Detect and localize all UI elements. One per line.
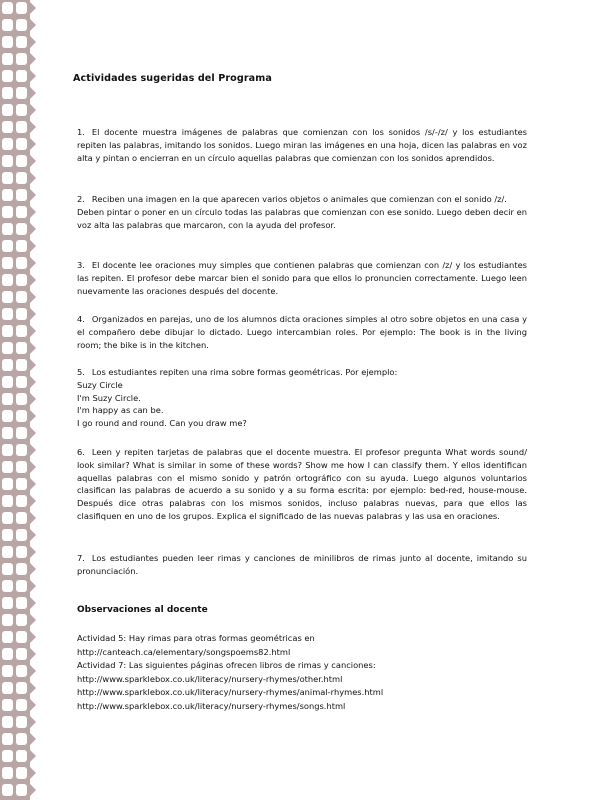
perforation-hole [16, 274, 27, 286]
perforation-hole [16, 2, 27, 14]
edge-tooth [30, 155, 36, 167]
activity-text: Organizados en parejas, uno de los alumnos dicta oraciones simples al otro sobre objetos en una casa y el compañero debe dibujar lo dictado. Luego intercambian roles. Por ejemplo: The book is in the living room; the bike is in the kitchen. [77, 314, 527, 350]
perforation-hole [16, 393, 27, 405]
perforation-hole [16, 427, 27, 439]
perforation-hole [16, 19, 27, 31]
perforation-hole [16, 376, 27, 388]
perforation-hole [2, 257, 13, 269]
perforation-hole [2, 104, 13, 116]
activity-number: 7. [77, 553, 85, 563]
activity-text: Los estudiantes pueden leer rimas y canciones de minilibros de rimas junto al docente, imitando su pronunciación. [77, 553, 527, 576]
perforation-hole [16, 767, 27, 779]
perforation-hole [16, 240, 27, 252]
edge-tooth [30, 291, 36, 303]
edge-tooth [30, 631, 36, 643]
perforation-hole [2, 444, 13, 456]
perforation-hole [2, 529, 13, 541]
perforation-hole [2, 342, 13, 354]
perforation-hole [16, 750, 27, 762]
edge-tooth [30, 240, 36, 252]
activity-number: 5. [77, 367, 85, 377]
edge-tooth [30, 665, 36, 677]
edge-tooth [30, 427, 36, 439]
observation-link[interactable]: http://www.sparklebox.co.uk/literacy/nursery-rhymes/songs.html [77, 700, 346, 711]
edge-tooth [30, 478, 36, 490]
edge-tooth [30, 376, 36, 388]
perforation-hole [2, 614, 13, 626]
activity-text: El docente lee oraciones muy simples que contienen palabras que comienzan con /z/ y los estudiantes las repiten. El profesor debe marcar bien el sonido para que ellos lo pronuncien correctamente. Luego leen nuevamente las oraciones después del docente. [77, 260, 527, 296]
edge-tooth [30, 104, 36, 116]
perforation-hole [2, 240, 13, 252]
edge-tooth [30, 308, 36, 320]
perforation-hole [2, 682, 13, 694]
perforation-hole [2, 716, 13, 728]
perforation-hole [2, 410, 13, 422]
activity-text: Reciben una imagen en la que aparecen varios objetos o animales que comienzan con el sonido /z/. [91, 194, 507, 204]
perforation-hole [16, 308, 27, 320]
edge-tooth [30, 682, 36, 694]
edge-tooth [30, 410, 36, 422]
edge-tooth [30, 359, 36, 371]
perforation-hole [16, 665, 27, 677]
edge-tooth [30, 495, 36, 507]
perforation-hole [2, 359, 13, 371]
perforation-hole [16, 478, 27, 490]
perforation-hole [16, 325, 27, 337]
activity-number: 3. [77, 260, 85, 270]
perforation-hole [16, 597, 27, 609]
activity-3 [77, 259, 527, 297]
perforation-hole [2, 512, 13, 524]
perforation-hole [2, 597, 13, 609]
perforation-hole [2, 308, 13, 320]
perforation-hole [2, 36, 13, 48]
perforation-hole [2, 87, 13, 99]
perforation-hole [16, 36, 27, 48]
edge-tooth [30, 529, 36, 541]
edge-tooth [30, 223, 36, 235]
edge-tooth [30, 546, 36, 558]
observations-title: Observaciones al docente [77, 605, 208, 615]
perforation-hole [16, 444, 27, 456]
edge-tooth [30, 2, 36, 14]
perforation-hole [2, 665, 13, 677]
perforation-hole [16, 342, 27, 354]
edge-tooth [30, 648, 36, 660]
perforation-hole [16, 733, 27, 745]
perforation-hole [2, 121, 13, 133]
edge-tooth [30, 784, 36, 796]
edge-tooth [30, 512, 36, 524]
perforation-hole [16, 495, 27, 507]
perforation-hole [16, 138, 27, 150]
perforation-hole [2, 495, 13, 507]
observation-line: Actividad 7: Las siguientes páginas ofrecen libros de rimas y canciones: [77, 660, 376, 671]
rhyme-line: I'm happy as can be. [77, 405, 164, 416]
perforation-hole [16, 682, 27, 694]
edge-tooth [30, 393, 36, 405]
edge-tooth [30, 121, 36, 133]
perforation-hole [2, 172, 13, 184]
edge-tooth [30, 36, 36, 48]
edge-tooth [30, 342, 36, 354]
perforation-hole [16, 563, 27, 575]
perforation-hole [16, 359, 27, 371]
perforation-hole [16, 784, 27, 796]
activity-number: 6. [77, 447, 85, 457]
perforation-hole [16, 699, 27, 711]
activity-text-continued: Deben pintar o poner en un círculo todas las palabras que comienzan con ese sonido. Luego deben decir en voz alta las palabras que marcaron, con la ayuda del profesor. [77, 206, 527, 230]
perforation-hole [16, 546, 27, 558]
perforation-hole [2, 393, 13, 405]
page-title: Actividades sugeridas del Programa [73, 73, 272, 84]
perforation-hole [16, 529, 27, 541]
perforation-hole [2, 580, 13, 592]
perforation-hole [16, 206, 27, 218]
perforation-hole [2, 733, 13, 745]
perforation-hole [2, 189, 13, 201]
perforation-hole [16, 716, 27, 728]
edge-tooth [30, 444, 36, 456]
rhyme-line: Suzy Circle [77, 379, 123, 390]
perforation-hole [16, 410, 27, 422]
activity-text: Leen y repiten tarjetas de palabras que el docente muestra. El profesor pregunta What words sound/ look similar? What is similar in some of these words? Show me how I can classify them. Y ellos identifican aquellas palabras con el mismo sonido y patrón ortográfico con su ayuda. Luego algunos voluntarios clasifican las palabras de acuerdo a su sonido y a su forma escrita: por ejemplo: bed-red, house-mouse. Después dice otras palabras con los mismos sonidos, incluso palabras nuevas, para que ellos las clasifiquen en uno de los grupos. Explica el significado de las nuevas palabras y las usa en oraciones. [77, 447, 527, 521]
perforation-hole [2, 274, 13, 286]
perforation-hole [16, 104, 27, 116]
activity-number: 1. [77, 127, 85, 137]
activity-text: Los estudiantes repiten una rima sobre formas geométricas. Por ejemplo: [91, 367, 398, 377]
observation-line: Actividad 5: Hay rimas para otras formas geométricas en [77, 633, 315, 643]
edge-tooth [30, 325, 36, 337]
perforation-hole [2, 750, 13, 762]
perforation-hole [16, 257, 27, 269]
perforation-hole [2, 223, 13, 235]
perforation-hole [16, 87, 27, 99]
perforation-hole [2, 19, 13, 31]
observations-block [77, 632, 527, 714]
perforation-hole [2, 206, 13, 218]
perforation-hole [2, 53, 13, 65]
perforation-hole [16, 223, 27, 235]
perforation-hole [2, 427, 13, 439]
activity-2 [77, 193, 527, 231]
perforation-hole [16, 189, 27, 201]
edge-tooth [30, 461, 36, 473]
perforation-hole [16, 53, 27, 65]
activity-1 [77, 126, 527, 164]
perforated-edge-graphic [0, 0, 38, 800]
perforation-hole [16, 648, 27, 660]
decorative-side-strip [0, 0, 38, 800]
activity-number: 2. [77, 194, 85, 204]
edge-tooth [30, 716, 36, 728]
edge-tooth [30, 563, 36, 575]
rhyme-line: I'm Suzy Circle. [77, 392, 141, 403]
observation-link[interactable]: http://canteach.ca/elementary/songspoems82.html [77, 646, 291, 657]
edge-tooth [30, 87, 36, 99]
edge-tooth [30, 767, 36, 779]
activity-4 [77, 313, 527, 351]
edge-tooth [30, 699, 36, 711]
activity-6 [77, 446, 527, 523]
perforation-hole [2, 563, 13, 575]
edge-tooth [30, 70, 36, 82]
observation-link[interactable]: http://www.sparklebox.co.uk/literacy/nursery-rhymes/animal-rhymes.html [77, 687, 384, 698]
perforation-hole [16, 512, 27, 524]
perforation-hole [16, 631, 27, 643]
perforation-hole [2, 376, 13, 388]
perforation-hole [16, 580, 27, 592]
rhyme-line: I go round and round. Can you draw me? [77, 418, 247, 429]
perforation-hole [2, 461, 13, 473]
edge-tooth [30, 206, 36, 218]
perforation-hole [2, 478, 13, 490]
activity-5 [77, 366, 527, 430]
edge-tooth [30, 733, 36, 745]
perforation-hole [2, 291, 13, 303]
perforation-hole [16, 291, 27, 303]
perforation-hole [2, 699, 13, 711]
perforation-hole [16, 172, 27, 184]
perforation-hole [16, 614, 27, 626]
observation-link[interactable]: http://www.sparklebox.co.uk/literacy/nursery-rhymes/other.html [77, 673, 343, 684]
edge-tooth [30, 172, 36, 184]
perforation-hole [16, 70, 27, 82]
edge-tooth [30, 614, 36, 626]
edge-tooth [30, 257, 36, 269]
edge-tooth [30, 274, 36, 286]
perforation-hole [16, 121, 27, 133]
edge-tooth [30, 750, 36, 762]
edge-tooth [30, 189, 36, 201]
edge-tooth [30, 19, 36, 31]
perforation-hole [16, 461, 27, 473]
perforation-hole [2, 155, 13, 167]
activity-number: 4. [77, 314, 85, 324]
perforation-hole [2, 546, 13, 558]
perforation-hole [2, 631, 13, 643]
perforation-hole [2, 767, 13, 779]
perforation-hole [2, 784, 13, 796]
perforation-hole [2, 2, 13, 14]
edge-tooth [30, 580, 36, 592]
activity-text: El docente muestra imágenes de palabras que comienzan con los sonidos /s/-/z/ y los estudiantes repiten las palabras, imitando los sonidos. Luego miran las imágenes en una hoja, dicen las palabras en voz alta y pintan o encierran en un círculo aquellas palabras que comienzan con los sonidos aprendidos. [77, 127, 527, 163]
perforation-hole [2, 648, 13, 660]
activity-7 [77, 552, 527, 578]
perforation-hole [2, 138, 13, 150]
perforation-hole [16, 155, 27, 167]
edge-tooth [30, 138, 36, 150]
edge-tooth [30, 53, 36, 65]
edge-tooth [30, 597, 36, 609]
perforation-hole [2, 325, 13, 337]
perforation-hole [2, 70, 13, 82]
